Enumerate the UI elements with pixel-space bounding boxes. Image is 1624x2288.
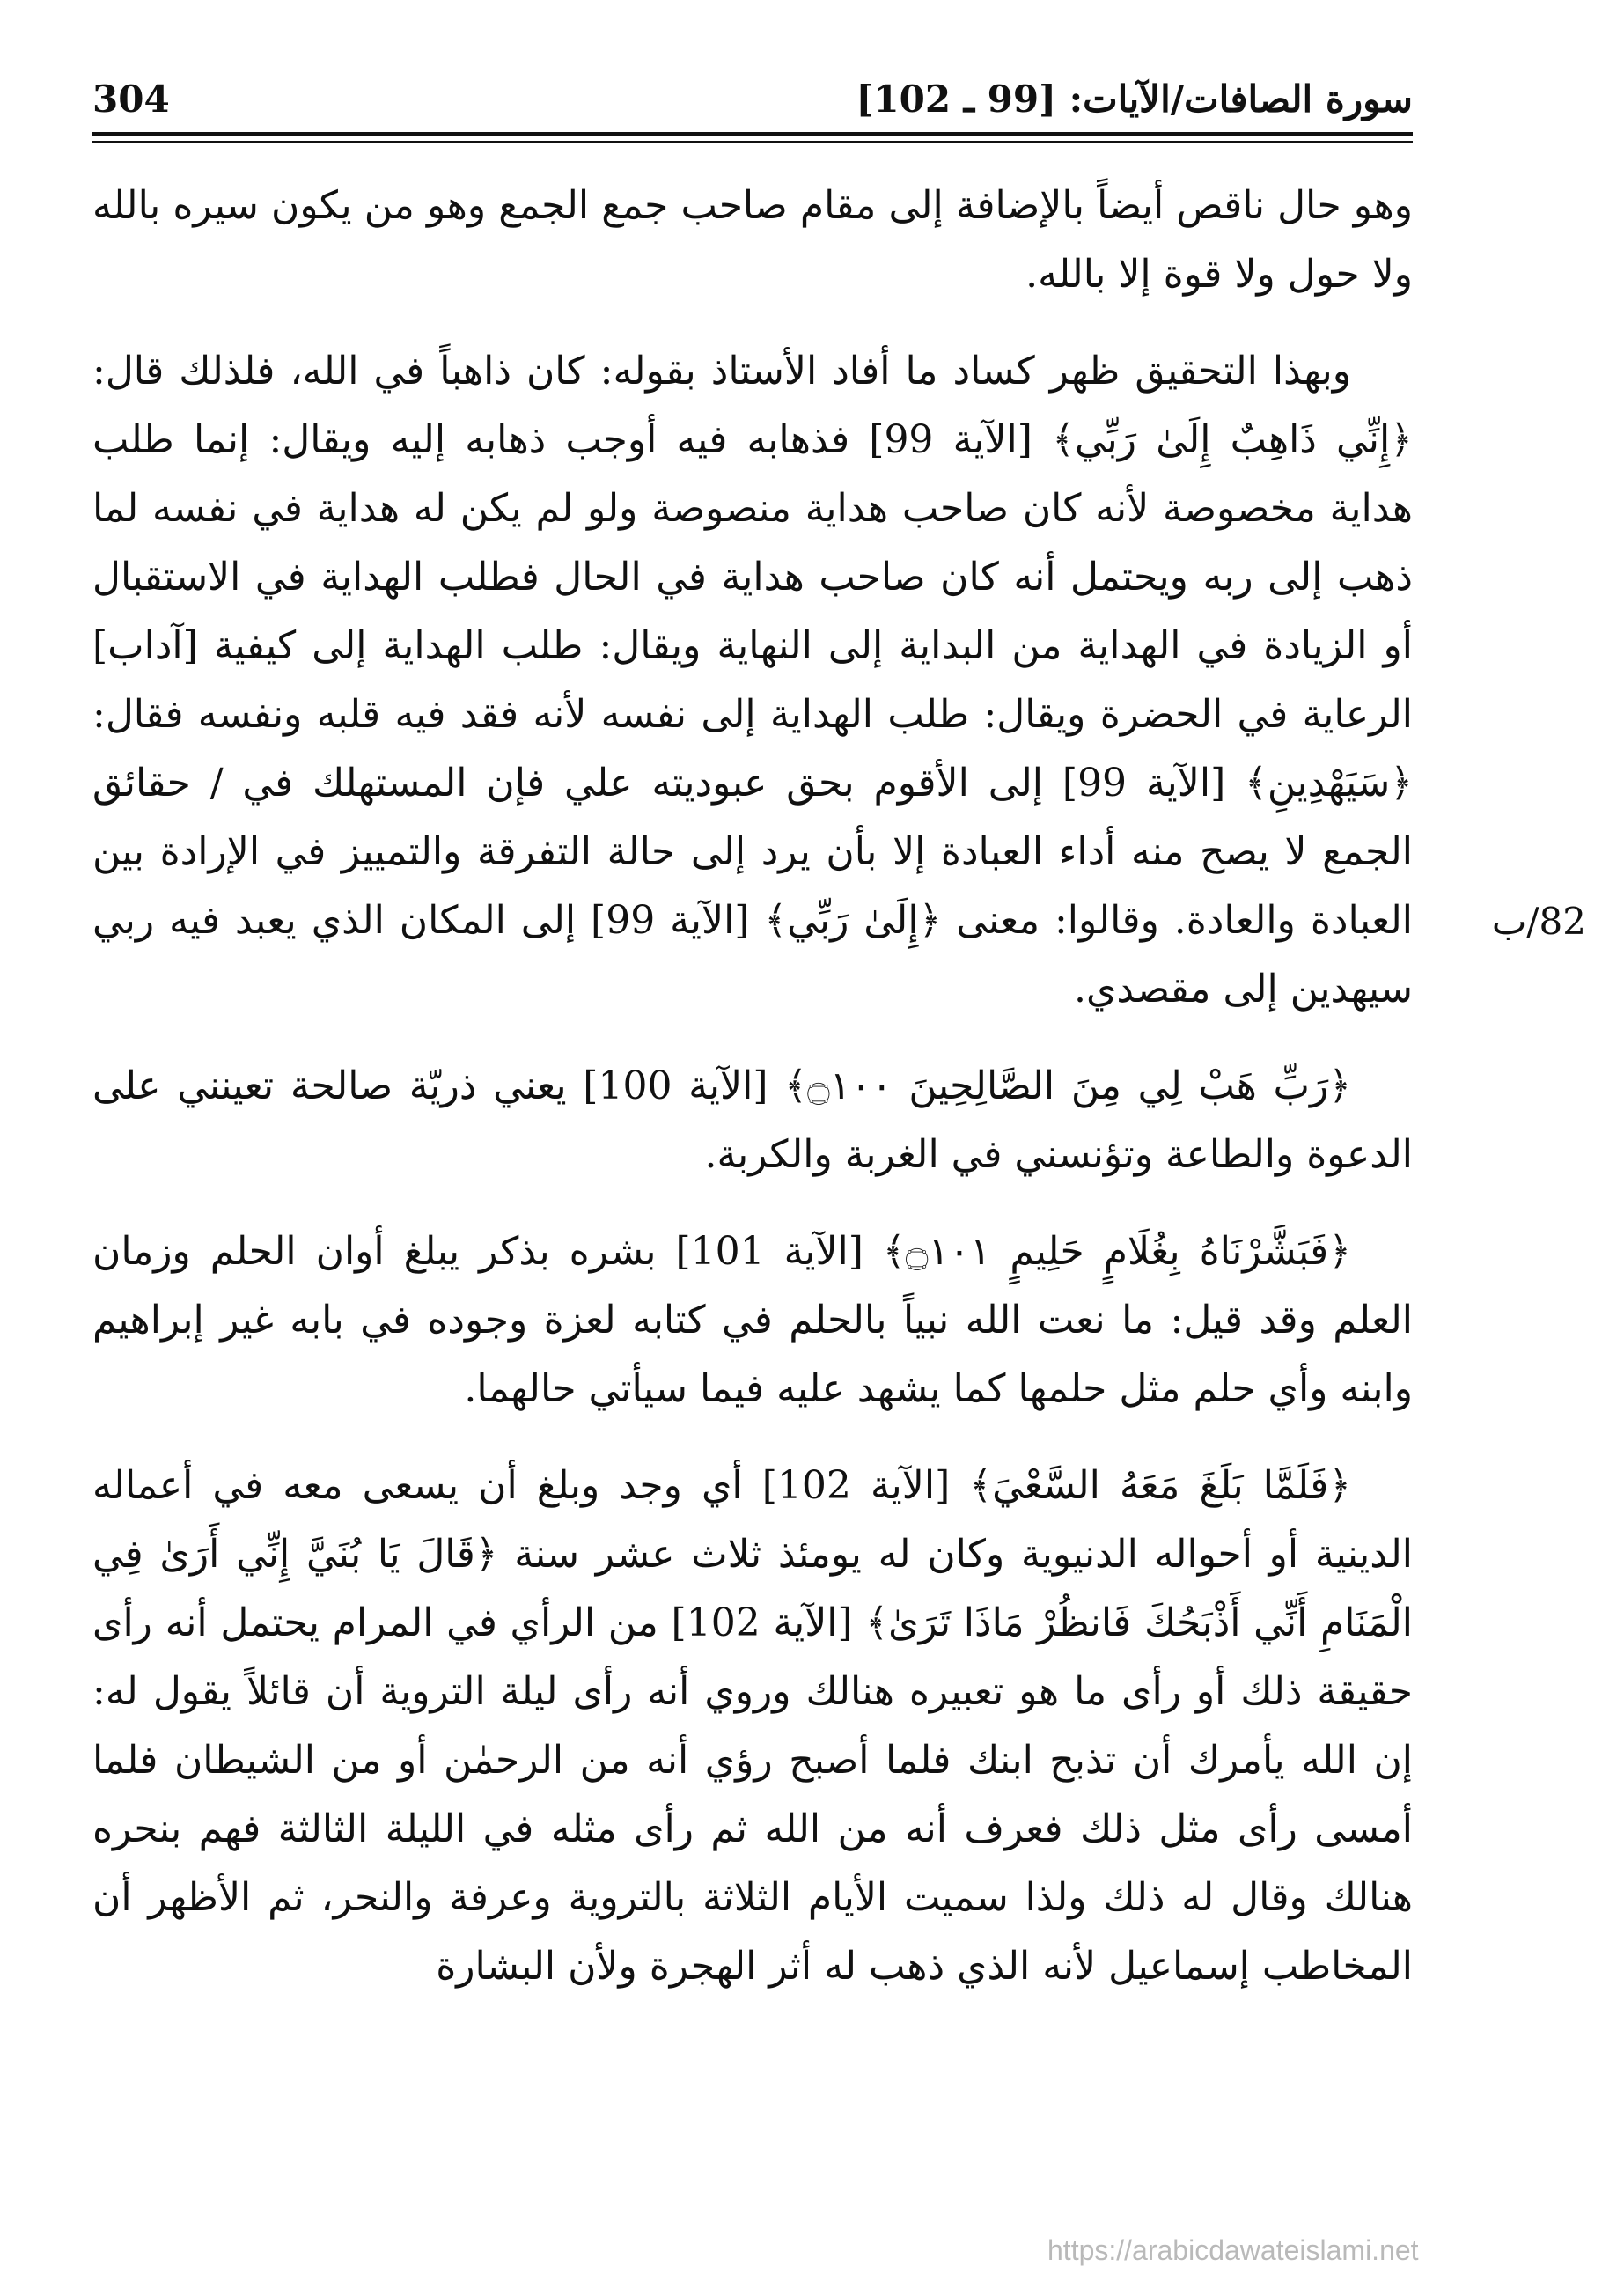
text-line: وبهذا التحقيق ظهر كساد ما أفاد الأستاذ بقوله: كان ذاهباً في الله، — [290, 349, 1351, 394]
paragraph-1 — [92, 172, 1413, 309]
text-line: إنما طلب هداية مخصوصة لأنه كان صاحب هداية منصوصة ولو لم يكن له — [92, 417, 1414, 531]
text-line: الْمَنَامِ أَنِّي أَذْبَحُكَ فَانظُرْ مَاذَا تَرَىٰ﴾ [الآية 102] من الرأي في المرام يحتمل أنه رأى — [92, 1600, 1413, 1645]
text-line: الدعوة والطاعة وتؤنسني في الغربة والكربة. — [704, 1132, 1413, 1177]
page-number: 304 — [92, 77, 170, 121]
paragraph-3 — [92, 1052, 1413, 1189]
text-line: الأظهر أن المخاطب إسماعيل لأنه الذي ذهب له أثر الهجرة ولأن البشارة — [92, 1875, 1413, 1989]
manuscript-folio-marker: 82/ب — [1491, 900, 1586, 943]
text-line: التفرقة والتمييز في الإرادة بين العبادة والعادة. وقالوا: معنى ﴿إِلَىٰ رَبِّي﴾ [الآية 99] — [92, 829, 1414, 943]
watermark-url: https://arabicdawateislami.net — [1047, 2234, 1419, 2266]
text-line: بنحره هنالك وقال له ذلك ولذا سميت الأيام الثلاثة بالتروية وعرفة والنحر، ثم — [92, 1806, 1413, 1920]
text-line: الهداية في الاستقبال أو الزيادة في الهداية من البداية إلى النهاية ويقال: طلب — [92, 555, 1413, 668]
body-text — [92, 172, 1413, 2001]
text-line: حقيقة ذلك أو رأى ما هو تعبيره هنالك وروي أنه رأى ليلة التروية أن قائلاً يقول — [152, 1669, 1413, 1714]
text-line: فقد فيه قلبه ونفسه فقال: ﴿سَيَهْدِينِ﴾ [الآية 99] إلى الأقوم بحق عبوديته علي فإن — [92, 692, 1413, 806]
text-line: ﴿رَبِّ هَبْ لِي مِنَ الصَّالِحِينَ ۝١٠٠﴾ [الآية 100] يعني ذريّة صالحة تعينني على — [92, 1063, 1351, 1108]
header-rule-thin — [92, 141, 1413, 143]
paragraph-5 — [92, 1452, 1413, 2001]
text-line: المستهلك في / حقائق الجمع لا يصح منه أداء العبادة إلا بأن يرد إلى حالة — [92, 761, 1413, 874]
text-line: فلذلك قال: ﴿إِنِّي ذَاهِبٌ إِلَىٰ رَبِّي﴾ [الآية 99] فذهابه فيه أوجب ذهابه إليه ويقال: — [92, 349, 1413, 462]
text-line: وهو حال ناقص أيضاً بالإضافة إلى مقام صاحب جمع الجمع وهو من يكون — [271, 183, 1413, 228]
text-line: سيره بالله ولا حول ولا قوة إلا بالله. — [92, 183, 1413, 297]
text-line: ﴿فَلَمَّا بَلَغَ مَعَهُ السَّعْيَ﴾ [الآية 102] أي وجد وبلغ أن يسعى معه في أعماله — [92, 1463, 1352, 1508]
text-line: ﴿فَبَشَّرْنَاهُ بِغُلَامٍ حَلِيمٍ ۝١٠١﴾ [الآية 101] بشره بذكر يبلغ أوان الحلم وزمان — [92, 1229, 1351, 1274]
text-line: فلما أمسى رأى مثل ذلك فعرف أنه من الله ثم رأى مثله في الليلة الثالثة فهم — [92, 1738, 1413, 1851]
paragraph-2 — [92, 337, 1413, 1024]
text-line: له: إن الله يأمرك أن تذبح ابنك فلما أصبح رؤي أنه من الرحمٰن أو من الشيطان — [92, 1669, 1413, 1783]
text-line: هداية في نفسه لما ذهب إلى ربه ويحتمل أنه كان صاحب هداية في الحال فطلب — [92, 486, 1413, 600]
text-line: الدينية أو أحواله الدنيوية وكان له يومئذ ثلاث عشر سنة ﴿قَالَ يَا بُنَيَّ إِنِّي أَرَىٰ فِي — [92, 1532, 1413, 1577]
running-title: سورة الصافات/الآيات: [99 ـ 102] — [856, 77, 1413, 121]
text-line: الهداية إلى كيفية [آداب] الرعاية في الحضرة ويقال: طلب الهداية إلى نفسه لأنه — [92, 623, 1413, 737]
header-rule-thick — [92, 132, 1413, 136]
paragraph-4 — [92, 1218, 1413, 1424]
text-line: إلى المكان الذي يعبد فيه ربي سيهدين إلى مقصدي. — [92, 898, 1413, 1012]
page-header — [92, 77, 1413, 130]
text-line: وابنه وأي حلم مثل حلمها كما يشهد عليه فيما سيأتي حالهما. — [464, 1366, 1413, 1411]
text-line: العلم وقد قيل: ما نعت الله نبياً بالحلم في كتابه لعزة وجوده في بابه غير إبراهيم — [92, 1298, 1413, 1343]
